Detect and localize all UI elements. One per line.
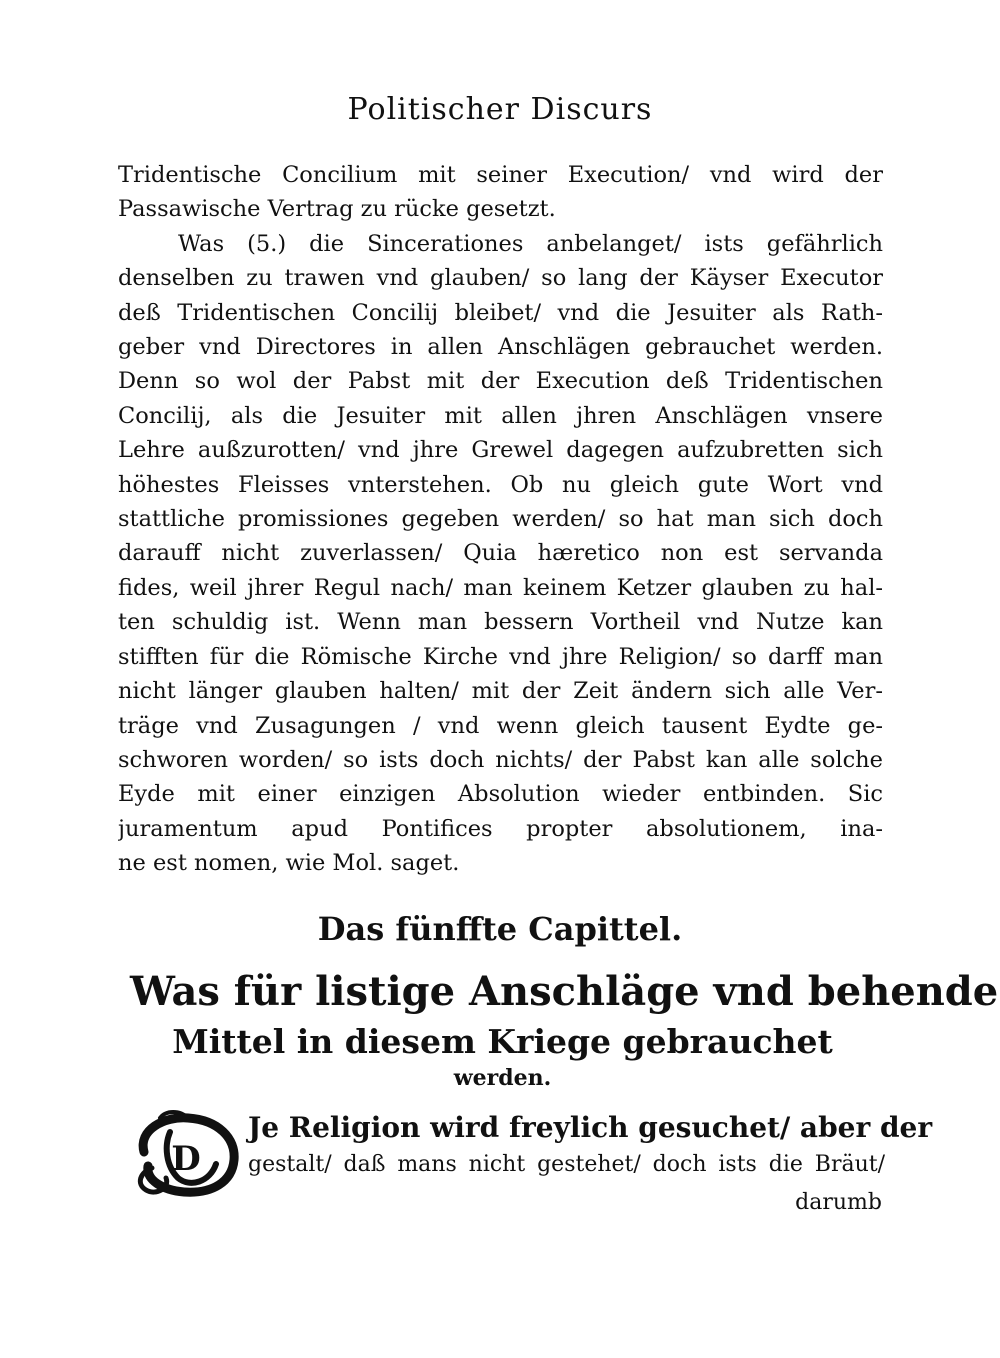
text-line-6: geber vnd Directores in allen Anschlägen gebrauchet werden.	[118, 334, 883, 361]
body-text	[118, 158, 883, 881]
text-line-4: denselben zu trawen vnd glauben/ so lang der Käyser Executor	[118, 265, 883, 292]
text-line-19: Eyde mit einer einzigen Absolution wieder entbinden. Sic	[118, 781, 883, 808]
text-line-1: Tridentische Concilium mit seiner Execution/ vnd wird der	[118, 162, 883, 188]
opening-line-2: gestalt/ daß mans nicht gestehet/ doch ists die Bräut/	[248, 1152, 885, 1177]
text-line-21: ne est nomen, wie Mol. saget.	[118, 850, 460, 877]
chapter-opening	[248, 1108, 933, 1182]
text-line-5: deß Tridentischen Concilij bleibet/ vnd die Jesuiter als Rath-	[118, 299, 883, 326]
chapter-title-line-3: werden.	[453, 1065, 552, 1091]
chapter-title-line-2: Mittel in diesem Kriege gebrauchet	[172, 1022, 833, 1061]
text-line-3: Was (5.) die Sincerationes anbelanget/ ists gefährlich	[178, 230, 883, 257]
text-line-9: Lehre außzurotten/ vnd jhre Grewel dagegen aufzubretten sich	[118, 437, 883, 464]
text-line-15: stifften für die Römische Kirche vnd jhre Religion/ so darff man	[118, 643, 883, 670]
chapter-title	[130, 964, 999, 1092]
decorated-initial	[130, 1108, 242, 1198]
text-line-18: schworen worden/ so ists doch nichts/ der Pabst kan alle solche	[118, 746, 883, 773]
text-line-13: fides, weil jhrer Regul nach/ man keinem Ketzer glauben zu hal-	[118, 574, 883, 601]
text-line-12: darauff nicht zuverlassen/ Quia hæretico non est servanda	[118, 540, 883, 567]
text-line-16: nicht länger glauben halten/ mit der Zeit ändern sich alle Ver-	[118, 678, 883, 705]
text-line-17: träge vnd Zusagungen / vnd wenn gleich tausent Eydte ge-	[118, 712, 883, 739]
text-line-7: Denn so wol der Pabst mit der Execution deß Tridentischen	[118, 368, 883, 395]
decorated-initial-d-icon	[130, 1108, 242, 1198]
text-line-2: Passawische Vertrag zu rücke gesetzt.	[118, 196, 556, 223]
chapter-title-line-1: Was für listige Anschläge vnd behende	[130, 968, 999, 1015]
decorated-initial-letter: D	[171, 1139, 201, 1179]
text-line-11: stattliche promissiones gegeben werden/ so hat man sich doch	[118, 506, 883, 533]
text-line-8: Concilij, als die Jesuiter mit allen jhren Anschlägen vnsere	[118, 402, 883, 429]
catchword: darumb	[795, 1190, 882, 1215]
running-head: Politischer Discurs	[347, 92, 653, 127]
chapter-heading: Das fünffte Capittel.	[317, 910, 683, 948]
text-line-20: juramentum apud Pontifices propter absolutionem, ina-	[118, 815, 883, 842]
text-line-10: höhestes Fleisses vnterstehen. Ob nu gleich gute Wort vnd	[118, 471, 883, 498]
text-line-14: ten schuldig ist. Wenn man bessern Vortheil vnd Nutze kan	[118, 609, 883, 636]
opening-line-1: Je Religion wird freylich gesuchet/ aber der	[248, 1111, 933, 1144]
